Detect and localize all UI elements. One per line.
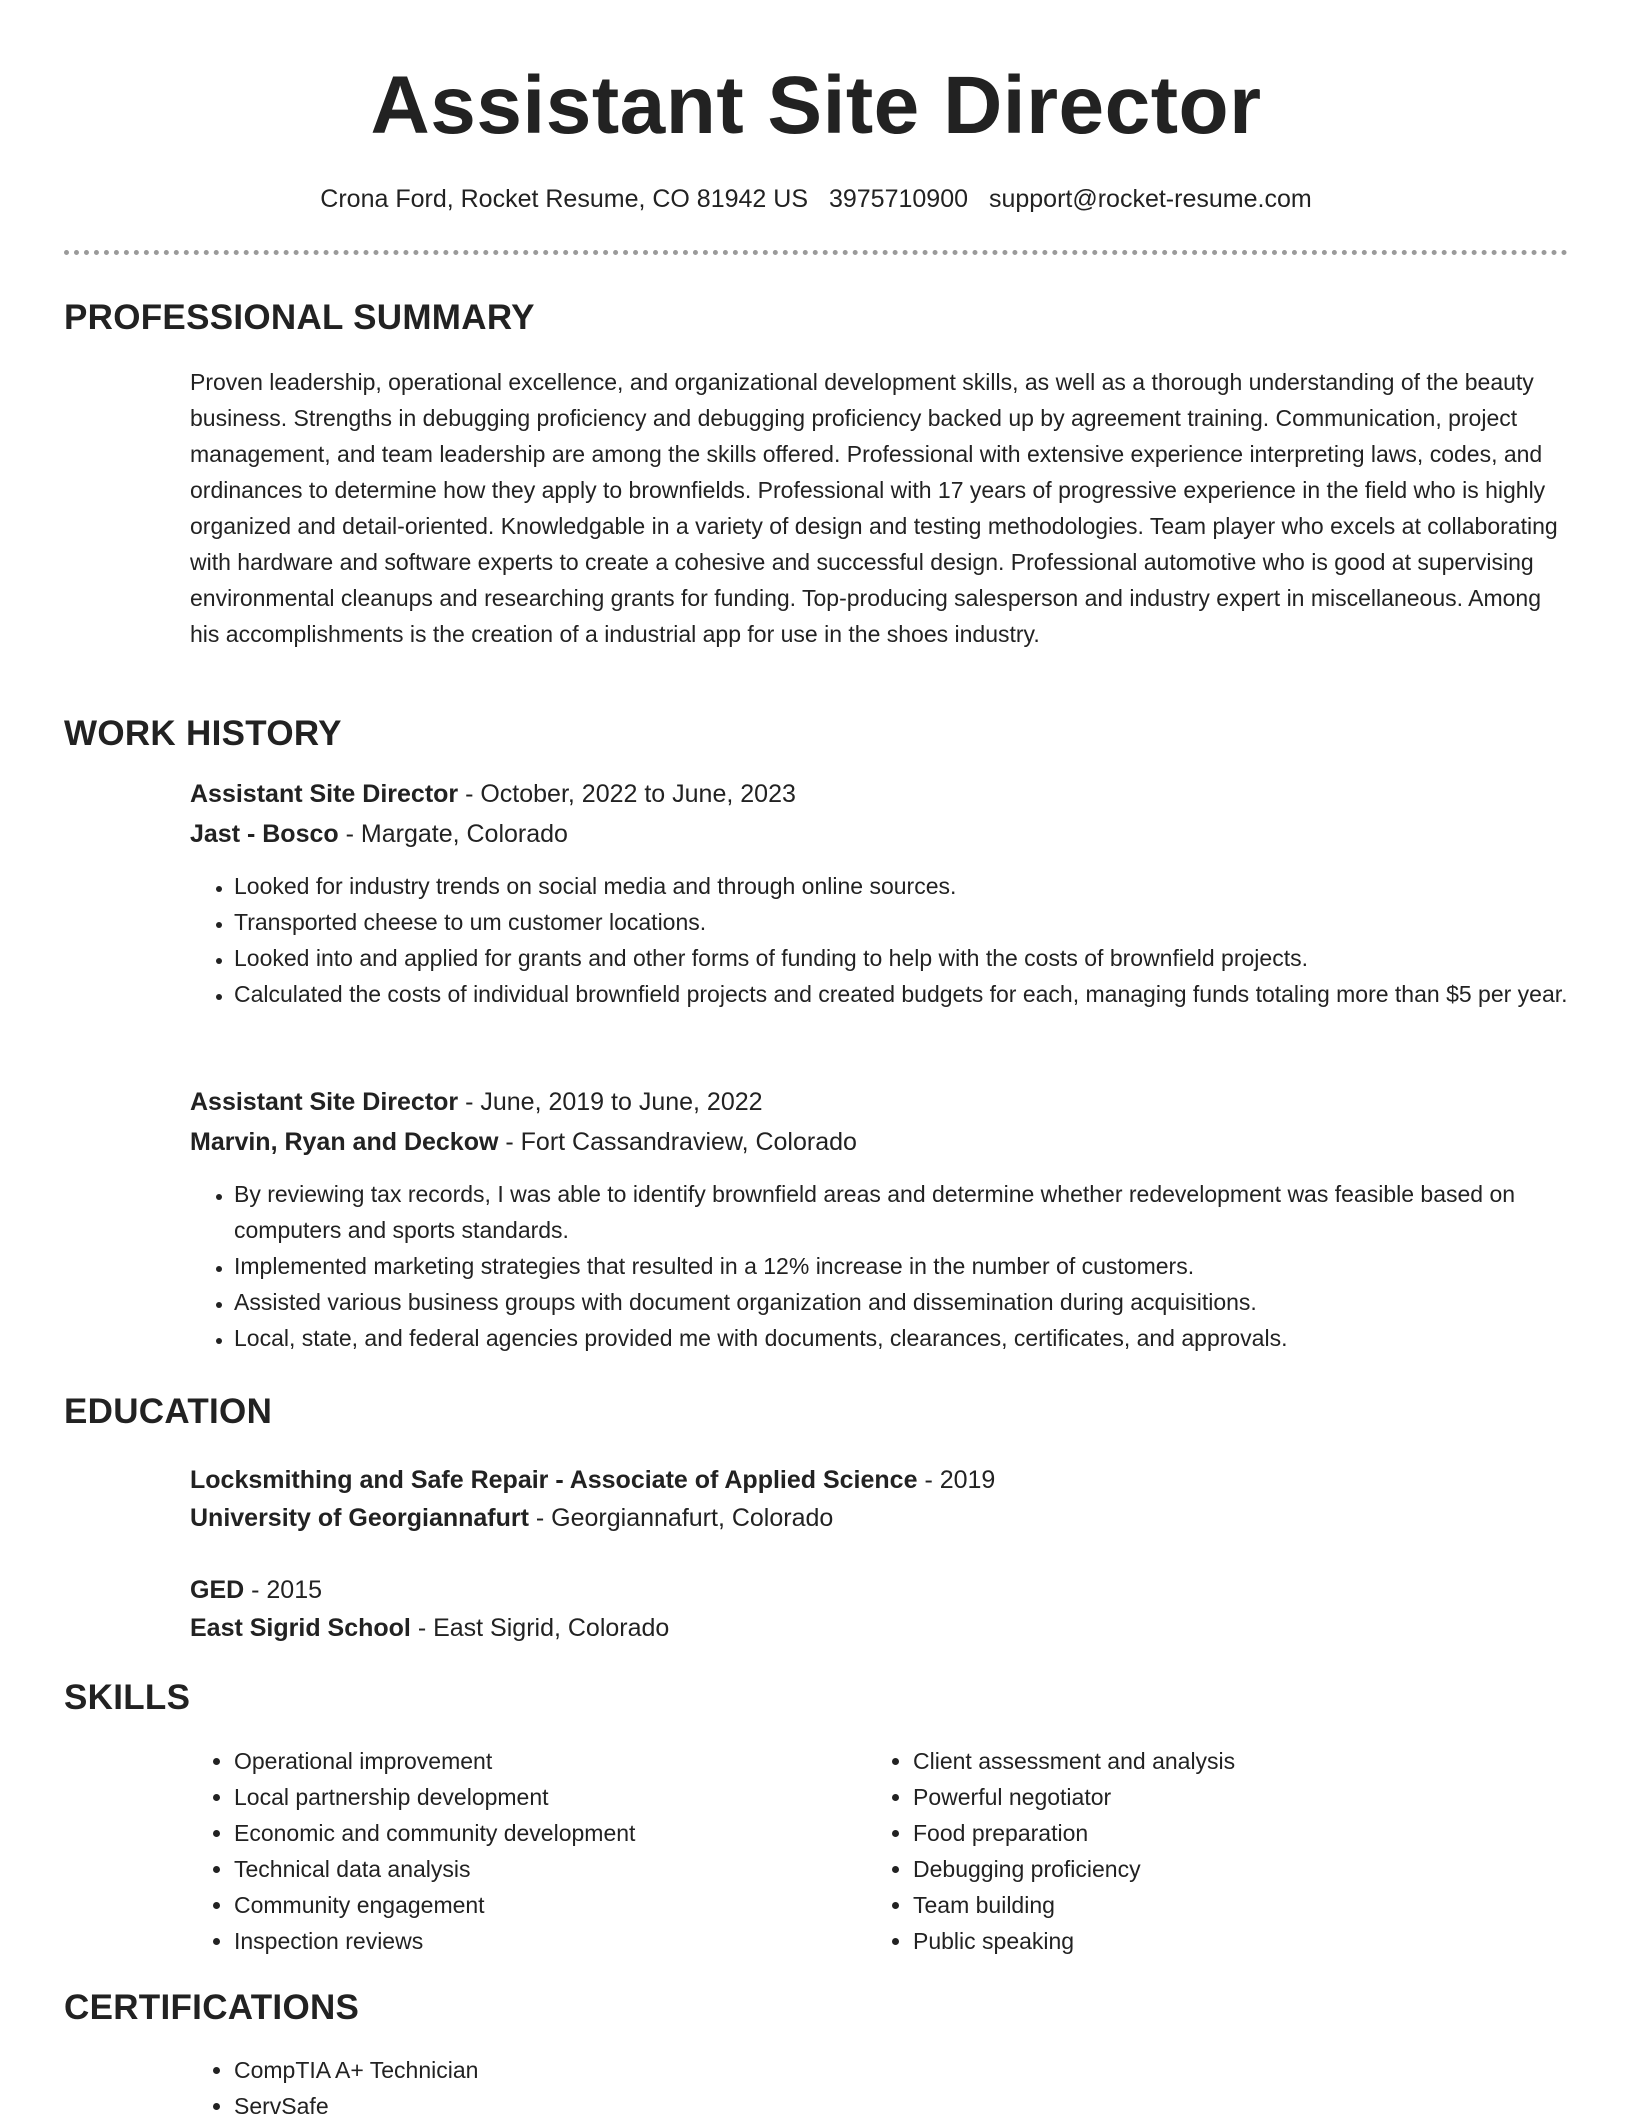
education-heading: EDUCATION [64,1392,273,1431]
summary-text: Proven leadership, operational excellence, and organizational development skills, as well as a thorough understanding of the beauty business. Strengths in debugging proficiency and debugging proficiency backed up by agreement training. Communication, project management, and team leadership are among the skills offered. Professional with extensive experience interpreting laws, codes, and ordinances to determine how they apply to brownfields. Professional with 17 years of progressive experience in the field who is highly organized and detail-oriented. Knowledgable in a variety of design and testing methodologies. Team player who excels at collaborating with hardware and software experts to create a cohesive and successful design. Professional automotive who is good at supervising environmental cleanups and researching grants for funding. Top-producing salesperson and industry expert in miscellaneous. Among his accomplishments is the creation of a industrial app for use in the shoes industry. [190,369,1558,647]
education-year: - 2019 [917,1466,996,1494]
job-company-line [190,1124,857,1160]
certifications-list [190,2052,854,2124]
list-item: • Assisted various business groups with document organization and dissemination during acquisitions. [234,1284,1614,1320]
list-item: • Implemented marketing strategies that resulted in a 12% increase in the number of customers. [234,1248,1614,1284]
skills-list-left [190,1743,854,1959]
list-item: • Food preparation [913,1815,1533,1851]
education-degree: Locksmithing and Safe Repair - Associate of Applied Science [190,1466,918,1494]
job-dates: - June, 2019 to June, 2022 [458,1088,763,1116]
list-item: • Team building [913,1887,1533,1923]
job-company: Marvin, Ryan and Deckow [190,1128,499,1156]
summary-heading: PROFESSIONAL SUMMARY [64,298,535,337]
contact-line [0,182,1632,216]
job-bullets [190,868,1614,1012]
education-location: - East Sigrid, Colorado [410,1614,670,1642]
education-year: - 2015 [244,1576,323,1604]
list-item: • Community engagement [234,1887,854,1923]
list-item: • Calculated the costs of individual brownfield projects and created budgets for each, managing funds totaling more than $5 per year. [234,976,1614,1012]
work-history-heading: WORK HISTORY [64,714,342,753]
job-title: Assistant Site Director [190,780,459,808]
list-item: • Public speaking [913,1923,1533,1959]
list-item: • Debugging proficiency [913,1851,1533,1887]
job-company-line [190,816,568,852]
list-item: • Client assessment and analysis [913,1743,1533,1779]
list-item: • Inspection reviews [234,1923,854,1959]
contact-phone: 3975710900 [828,185,969,213]
list-item: • Local partnership development [234,1779,854,1815]
education-degree-line [190,1462,995,1498]
education-location: - Georgiannafurt, Colorado [528,1504,834,1532]
list-item: • By reviewing tax records, I was able to identify brownfield areas and determine whether redevelopment was feasible based on computers and sports standards. [234,1176,1614,1248]
job-location: - Fort Cassandraview, Colorado [498,1128,857,1156]
education-school-line [190,1500,833,1536]
list-item: • Technical data analysis [234,1851,854,1887]
contact-address: Crona Ford, Rocket Resume, CO 81942 US [320,185,809,213]
job-bullets [190,1176,1614,1356]
job-company: Jast - Bosco [190,820,339,848]
education-degree-line [190,1572,322,1608]
education-degree: GED [190,1576,245,1604]
contact-email: support@rocket-resume.com [988,185,1312,213]
education-school-line [190,1610,669,1646]
education-school: University of Georgiannafurt [190,1504,529,1532]
list-item: • Looked into and applied for grants and other forms of funding to help with the costs of brownfield projects. [234,940,1614,976]
job-dates: - October, 2022 to June, 2023 [458,780,796,808]
list-item: • CompTIA A+ Technician [234,2052,854,2088]
list-item: • Looked for industry trends on social media and through online sources. [234,868,1614,904]
list-item: • Powerful negotiator [913,1779,1533,1815]
header-divider [64,250,1568,255]
job-location: - Margate, Colorado [338,820,568,848]
list-item: • Local, state, and federal agencies provided me with documents, clearances, certificates, and approvals. [234,1320,1614,1356]
certifications-heading: CERTIFICATIONS [64,1988,360,2027]
education-school: East Sigrid School [190,1614,411,1642]
job-title-line [190,776,796,812]
list-item: • Economic and community development [234,1815,854,1851]
job-title: Assistant Site Director [190,1088,459,1116]
resume-title: Assistant Site Director [370,60,1262,151]
job-title-line [190,1084,763,1120]
list-item: • Transported cheese to um customer locations. [234,904,1614,940]
skills-list-right [869,1743,1533,1959]
list-item: • ServSafe [234,2088,854,2124]
skills-heading: SKILLS [64,1678,191,1717]
list-item: • Operational improvement [234,1743,854,1779]
